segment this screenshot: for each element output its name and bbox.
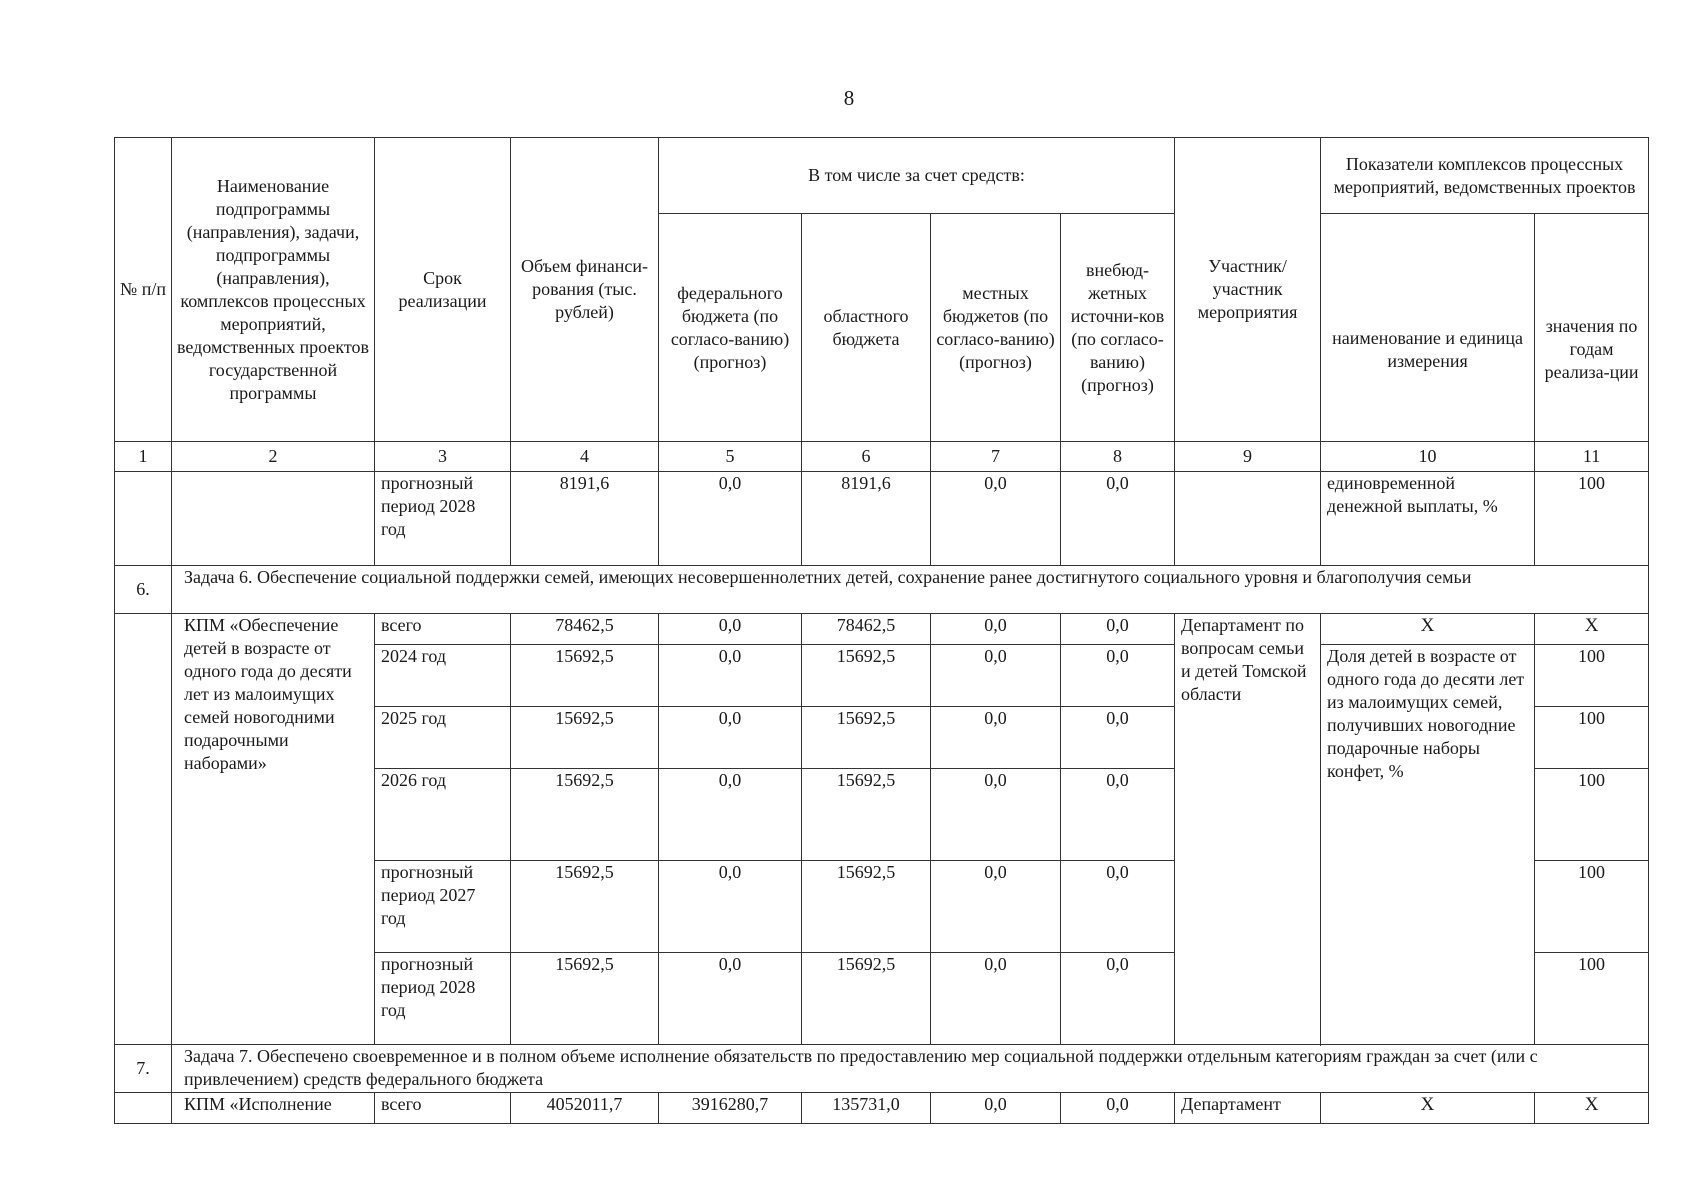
header-offbudget: внебюд-жетных источни-ков (по согласо-ванию) (прогноз) bbox=[1061, 214, 1175, 442]
local-cell: 0,0 bbox=[931, 614, 1061, 645]
indicator-x-mark: Х bbox=[1321, 614, 1535, 645]
value-cell: 100 bbox=[1535, 645, 1649, 707]
task-number: 7. bbox=[115, 1045, 172, 1093]
col-number: 3 bbox=[375, 442, 511, 472]
col-number: 4 bbox=[511, 442, 659, 472]
regional-cell: 135731,0 bbox=[802, 1093, 931, 1124]
col-number: 9 bbox=[1175, 442, 1321, 472]
regional-cell: 15692,5 bbox=[802, 707, 931, 769]
regional-cell: 8191,6 bbox=[802, 472, 931, 566]
period-cell: прогнозный период 2028 год bbox=[375, 472, 511, 566]
budget-table bbox=[114, 137, 1649, 1124]
value-cell: Х bbox=[1535, 614, 1649, 645]
offbudget-cell: 0,0 bbox=[1061, 861, 1175, 953]
participant-cell: Департамент по вопросам семьи и детей Томской области bbox=[1175, 614, 1321, 1045]
col-number: 11 bbox=[1535, 442, 1649, 472]
kpm-name: КПМ «Обеспечение детей в возрасте от одного года до десяти лет из малоимущих семей новогодними подарочными наборами» bbox=[172, 614, 375, 1045]
header-sources-group: В том числе за счет средств: bbox=[659, 138, 1175, 214]
period-cell: прогнозный период 2027 год bbox=[375, 861, 511, 953]
header-indicator-name: наименование и единица измерения bbox=[1321, 214, 1535, 442]
task-text: Задача 6. Обеспечение социальной поддержки семей, имеющих несовершеннолетних детей, сохранение ранее достигнутого социального уровня и благополучия семьи bbox=[172, 566, 1649, 614]
total-cell: 8191,6 bbox=[511, 472, 659, 566]
task-row bbox=[115, 1045, 1649, 1093]
page-number: 8 bbox=[843, 86, 855, 110]
period-cell: всего bbox=[375, 614, 511, 645]
continuation-row bbox=[115, 472, 1649, 566]
table-row bbox=[115, 1093, 1649, 1124]
federal-cell: 0,0 bbox=[659, 861, 802, 953]
local-cell: 0,0 bbox=[931, 953, 1061, 1045]
federal-cell: 0,0 bbox=[659, 645, 802, 707]
period-cell: прогнозный период 2028 год bbox=[375, 953, 511, 1045]
offbudget-cell: 0,0 bbox=[1061, 614, 1175, 645]
regional-cell: 15692,5 bbox=[802, 769, 931, 861]
col-number: 1 bbox=[115, 442, 172, 472]
federal-cell: 3916280,7 bbox=[659, 1093, 802, 1124]
indicator-x-mark: Х bbox=[1321, 1093, 1535, 1124]
participant-cell: Департамент bbox=[1175, 1093, 1321, 1124]
col-number: 6 bbox=[802, 442, 931, 472]
value-cell: 100 bbox=[1535, 707, 1649, 769]
header-number: № п/п bbox=[115, 138, 172, 442]
offbudget-cell: 0,0 bbox=[1061, 707, 1175, 769]
value-cell: 100 bbox=[1535, 769, 1649, 861]
header-program-name: Наименование подпрограммы (направления), задачи, подпрограммы (направления), комплексов процессных мероприятий, ведомственных проектов государственной программы bbox=[172, 138, 375, 442]
total-cell: 15692,5 bbox=[511, 861, 659, 953]
value-cell: 100 bbox=[1535, 472, 1649, 566]
local-cell: 0,0 bbox=[931, 707, 1061, 769]
local-cell: 0,0 bbox=[931, 1093, 1061, 1124]
offbudget-cell: 0,0 bbox=[1061, 645, 1175, 707]
period-cell: 2024 год bbox=[375, 645, 511, 707]
header-local: местных бюджетов (по согласо-ванию) (прогноз) bbox=[931, 214, 1061, 442]
value-cell: Х bbox=[1535, 1093, 1649, 1124]
offbudget-cell: 0,0 bbox=[1061, 472, 1175, 566]
value-cell: 100 bbox=[1535, 953, 1649, 1045]
total-cell: 15692,5 bbox=[511, 707, 659, 769]
federal-cell: 0,0 bbox=[659, 707, 802, 769]
task-row bbox=[115, 566, 1649, 614]
col-number: 8 bbox=[1061, 442, 1175, 472]
federal-cell: 0,0 bbox=[659, 953, 802, 1045]
offbudget-cell: 0,0 bbox=[1061, 953, 1175, 1045]
header-indicators-group: Показатели комплексов процессных мероприятий, ведомственных проектов bbox=[1321, 138, 1649, 214]
local-cell: 0,0 bbox=[931, 769, 1061, 861]
offbudget-cell: 0,0 bbox=[1061, 769, 1175, 861]
task-text: Задача 7. Обеспечено своевременное и в полном объеме исполнение обязательств по предоставлению мер социальной поддержки отдельным категориям граждан за счет (или с привлечением) средств федерального бюджета bbox=[172, 1045, 1649, 1093]
federal-cell: 0,0 bbox=[659, 769, 802, 861]
indicator-cell: единовременной денежной выплаты, % bbox=[1321, 472, 1535, 566]
offbudget-cell: 0,0 bbox=[1061, 1093, 1175, 1124]
total-cell: 15692,5 bbox=[511, 953, 659, 1045]
header-federal: федерального бюджета (по согласо-ванию) (прогноз) bbox=[659, 214, 802, 442]
value-cell: 100 bbox=[1535, 861, 1649, 953]
col-number: 2 bbox=[172, 442, 375, 472]
local-cell: 0,0 bbox=[931, 861, 1061, 953]
indicator-cell: Доля детей в возрасте от одного года до десяти лет из малоимущих семей, получивших новогодние подарочные наборы конфет, % bbox=[1321, 645, 1535, 1045]
col-number: 10 bbox=[1321, 442, 1535, 472]
header-indicator-values: значения по годам реализа-ции bbox=[1535, 214, 1649, 442]
header-total-volume: Объем финанси-рования (тыс. рублей) bbox=[511, 138, 659, 442]
column-numbers-row bbox=[115, 442, 1649, 472]
total-cell: 15692,5 bbox=[511, 769, 659, 861]
total-cell: 4052011,7 bbox=[511, 1093, 659, 1124]
regional-cell: 15692,5 bbox=[802, 953, 931, 1045]
header-regional: областного бюджета bbox=[802, 214, 931, 442]
total-cell: 78462,5 bbox=[511, 614, 659, 645]
local-cell: 0,0 bbox=[931, 472, 1061, 566]
regional-cell: 78462,5 bbox=[802, 614, 931, 645]
federal-cell: 0,0 bbox=[659, 614, 802, 645]
header-term: Срок реализации bbox=[375, 138, 511, 442]
period-cell: всего bbox=[375, 1093, 511, 1124]
local-cell: 0,0 bbox=[931, 645, 1061, 707]
col-number: 5 bbox=[659, 442, 802, 472]
col-number: 7 bbox=[931, 442, 1061, 472]
task-number: 6. bbox=[115, 566, 172, 614]
period-cell: 2025 год bbox=[375, 707, 511, 769]
header-participant: Участник/ участник мероприятия bbox=[1175, 138, 1321, 442]
period-cell: 2026 год bbox=[375, 769, 511, 861]
federal-cell: 0,0 bbox=[659, 472, 802, 566]
table-row bbox=[115, 614, 1649, 645]
total-cell: 15692,5 bbox=[511, 645, 659, 707]
regional-cell: 15692,5 bbox=[802, 861, 931, 953]
kpm-name: КПМ «Исполнение bbox=[172, 1093, 375, 1124]
regional-cell: 15692,5 bbox=[802, 645, 931, 707]
